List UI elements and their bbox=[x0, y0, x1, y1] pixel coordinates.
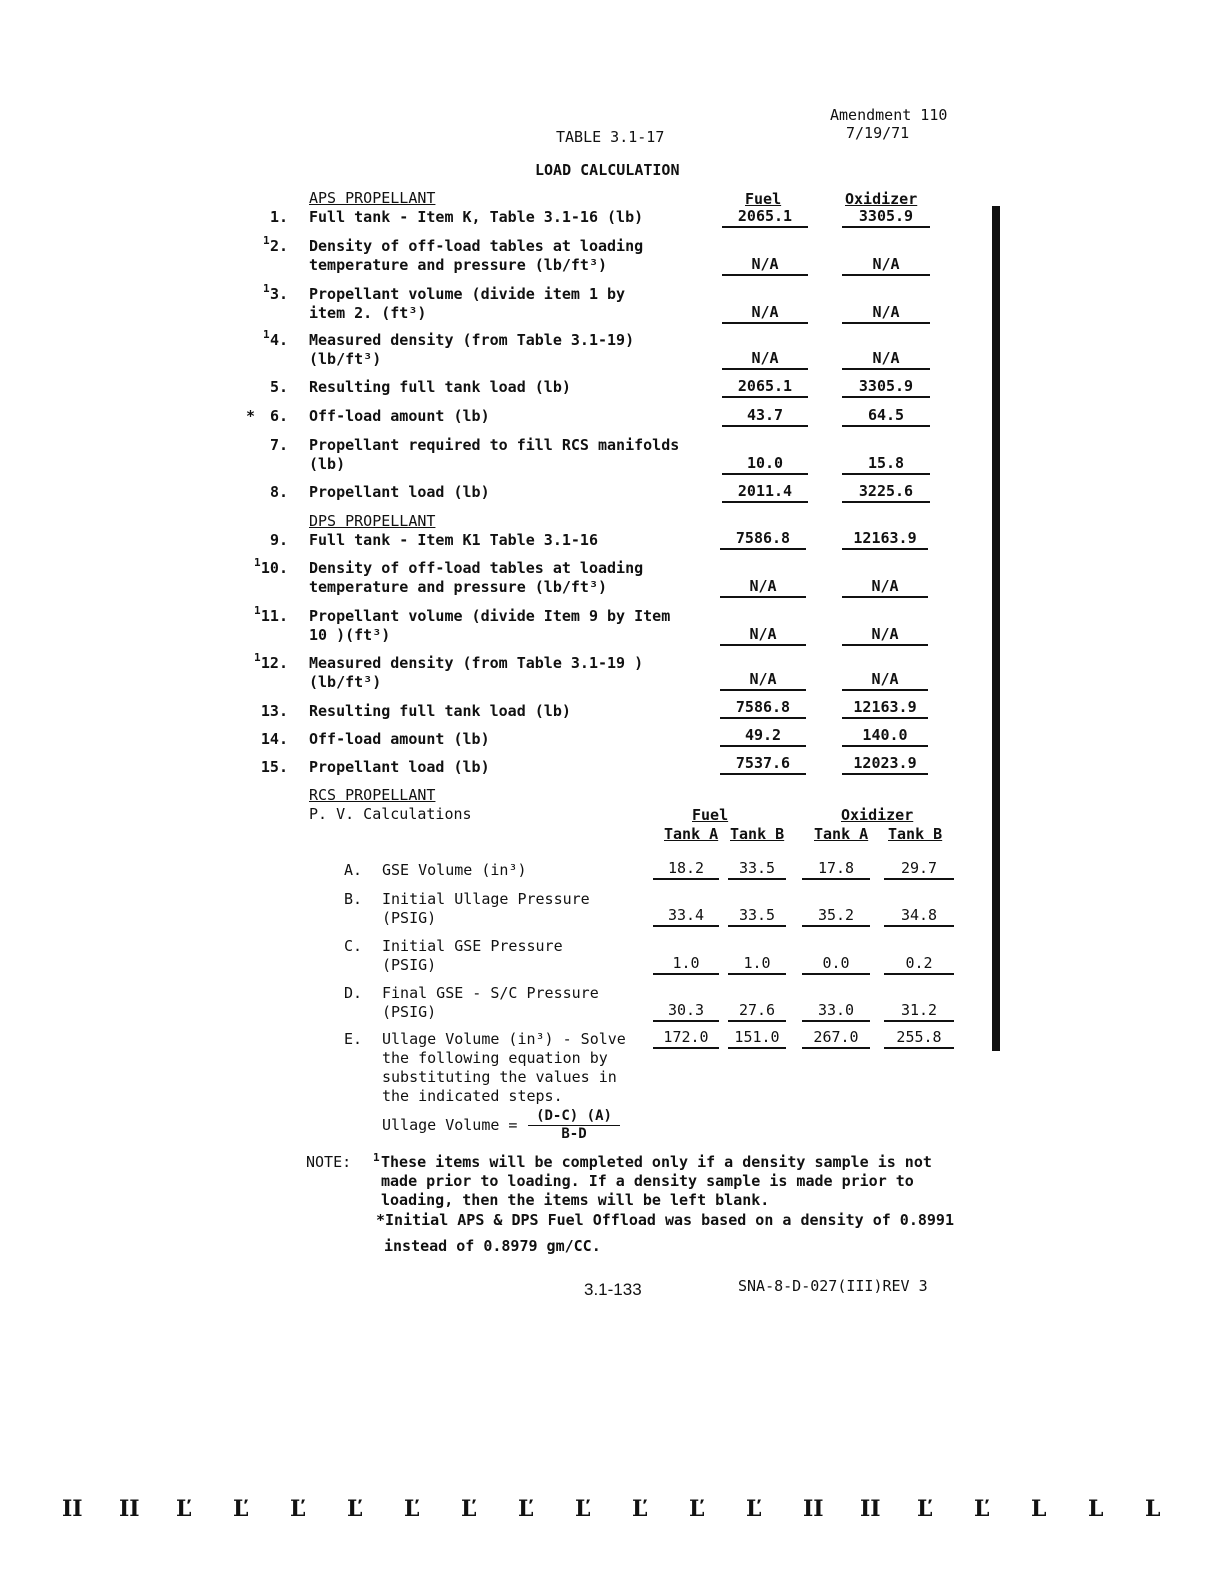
rcs-row-label-cont: (PSIG) bbox=[382, 1003, 437, 1021]
dps-heading: DPS PROPELLANT bbox=[309, 512, 436, 530]
rcs-value: 34.8 bbox=[884, 905, 954, 927]
dps-oxidizer-value: N/A bbox=[842, 624, 928, 646]
dps-fuel-value: 7537.6 bbox=[720, 753, 806, 775]
aps-row-label: Propellant required to fill RCS manifolds bbox=[309, 436, 680, 454]
film-mark: Ľ bbox=[404, 1496, 420, 1522]
ullage-formula bbox=[528, 1108, 620, 1143]
rcs-value: 1.0 bbox=[728, 953, 786, 975]
rcs-value: 27.6 bbox=[728, 1000, 786, 1022]
dps-oxidizer-value: 12163.9 bbox=[842, 697, 928, 719]
aps-row-number: 8. bbox=[269, 483, 288, 501]
aps-row-label-cont: item 2. (ft³) bbox=[309, 304, 427, 322]
aps-oxidizer-value: 3305.9 bbox=[842, 376, 930, 398]
film-mark: Ľ bbox=[974, 1496, 990, 1522]
film-mark: Ľ bbox=[518, 1496, 534, 1522]
aps-oxidizer-value: N/A bbox=[842, 302, 930, 324]
film-mark: L bbox=[1145, 1496, 1161, 1522]
rcs-value: 18.2 bbox=[653, 858, 719, 880]
rcs-row-label: Initial Ullage Pressure bbox=[382, 890, 590, 908]
aps-row-number: 3. bbox=[269, 285, 288, 303]
rcs-fuel-tank-b: Tank B bbox=[730, 825, 785, 843]
aps-oxidizer-value: 64.5 bbox=[842, 405, 930, 427]
rcs-value: 17.8 bbox=[802, 858, 870, 880]
dps-oxidizer-value: 12023.9 bbox=[842, 753, 928, 775]
note-line-5: instead of 0.8979 gm/CC. bbox=[384, 1237, 601, 1255]
aps-col-fuel: Fuel bbox=[745, 190, 782, 208]
page-subtitle: LOAD CALCULATION bbox=[535, 161, 680, 179]
rcs-value: 0.0 bbox=[802, 953, 870, 975]
rcs-col-fuel: Fuel bbox=[692, 806, 729, 824]
rcs-row-label-cont: (PSIG) bbox=[382, 956, 437, 974]
film-mark: II bbox=[803, 1496, 824, 1522]
rcs-value: 35.2 bbox=[802, 905, 870, 927]
rcs-value: 255.8 bbox=[884, 1027, 954, 1049]
aps-row-number: 4. bbox=[269, 331, 288, 349]
rcs-row-label-cont: (PSIG) bbox=[382, 909, 437, 927]
aps-oxidizer-value: 3225.6 bbox=[842, 481, 930, 503]
film-mark: Ľ bbox=[917, 1496, 933, 1522]
film-mark: Ľ bbox=[689, 1496, 705, 1522]
film-mark: Ľ bbox=[290, 1496, 306, 1522]
aps-row-label: Propellant volume (divide item 1 by bbox=[309, 285, 626, 303]
aps-col-oxidizer: Oxidizer bbox=[845, 190, 918, 208]
star-marker: * bbox=[246, 407, 256, 425]
dps-row-label: Propellant volume (divide Item 9 by Item bbox=[309, 607, 671, 625]
e-line-1: the following equation by bbox=[382, 1049, 608, 1067]
dps-row-number: 12. bbox=[260, 654, 288, 672]
dps-row-label: Off-load amount (lb) bbox=[309, 730, 490, 748]
rcs-value: 29.7 bbox=[884, 858, 954, 880]
rcs-row-label: Ullage Volume (in³) - Solve bbox=[382, 1030, 626, 1048]
dps-row-label-cont: temperature and pressure (lb/ft³) bbox=[309, 578, 608, 596]
aps-fuel-value: 10.0 bbox=[722, 453, 808, 475]
dps-row-number: 13. bbox=[260, 702, 288, 720]
rcs-value: 33.5 bbox=[728, 905, 786, 927]
rcs-value: 172.0 bbox=[653, 1027, 719, 1049]
dps-oxidizer-value: N/A bbox=[842, 576, 928, 598]
rcs-value: 1.0 bbox=[653, 953, 719, 975]
rcs-col-oxidizer: Oxidizer bbox=[841, 806, 914, 824]
aps-heading: APS PROPELLANT bbox=[309, 189, 436, 207]
dps-row-label: Resulting full tank load (lb) bbox=[309, 702, 571, 720]
formula-numerator: (D-C) (A) bbox=[528, 1108, 620, 1126]
aps-fuel-value: N/A bbox=[722, 302, 808, 324]
film-mark: Ľ bbox=[461, 1496, 477, 1522]
rcs-row-letter: D. bbox=[344, 984, 363, 1002]
film-mark: Ľ bbox=[575, 1496, 591, 1522]
aps-row-label: Full tank - Item K, Table 3.1-16 (lb) bbox=[309, 208, 644, 226]
aps-fuel-value: 43.7 bbox=[722, 405, 808, 427]
rcs-ox-tank-a: Tank A bbox=[814, 825, 869, 843]
note-line-2: made prior to loading. If a density sample is made prior to bbox=[381, 1172, 914, 1190]
rcs-value: 33.4 bbox=[653, 905, 719, 927]
rcs-value: 0.2 bbox=[884, 953, 954, 975]
aps-row-label-cont: (lb/ft³) bbox=[309, 350, 382, 368]
dps-oxidizer-value: N/A bbox=[842, 669, 928, 691]
dps-fuel-value: 7586.8 bbox=[720, 697, 806, 719]
rcs-subheading: P. V. Calculations bbox=[309, 805, 472, 823]
formula-denominator: B-D bbox=[561, 1126, 587, 1142]
note-line-1: These items will be completed only if a density sample is not bbox=[381, 1153, 932, 1171]
dps-row-label-cont: (lb/ft³) bbox=[309, 673, 382, 691]
film-mark: Ľ bbox=[746, 1496, 762, 1522]
aps-fuel-value: N/A bbox=[722, 254, 808, 276]
rcs-row-letter: B. bbox=[344, 890, 363, 908]
rcs-value: 151.0 bbox=[728, 1027, 786, 1049]
aps-fuel-value: 2065.1 bbox=[722, 376, 808, 398]
document-id: SNA-8-D-027(III)REV 3 bbox=[738, 1277, 928, 1295]
rcs-value: 31.2 bbox=[884, 1000, 954, 1022]
note-sup: 1 bbox=[373, 1151, 380, 1164]
dps-fuel-value: N/A bbox=[720, 624, 806, 646]
dps-row-label-cont: 10 )(ft³) bbox=[309, 626, 391, 644]
footnote-marker: 1 bbox=[263, 234, 270, 247]
note-footnote-marker bbox=[373, 1148, 380, 1167]
film-mark: Ľ bbox=[347, 1496, 363, 1522]
dps-row-label: Measured density (from Table 3.1-19 ) bbox=[309, 654, 644, 672]
aps-fuel-value: 2011.4 bbox=[722, 481, 808, 503]
footnote-marker: 1 bbox=[254, 651, 261, 664]
film-mark: Ľ bbox=[176, 1496, 192, 1522]
aps-oxidizer-value: N/A bbox=[842, 254, 930, 276]
dps-fuel-value: N/A bbox=[720, 576, 806, 598]
amendment-date: 7/19/71 bbox=[846, 124, 910, 142]
rcs-value: 33.0 bbox=[802, 1000, 870, 1022]
rcs-row-letter: A. bbox=[344, 861, 363, 879]
aps-row-label-cont: temperature and pressure (lb/ft³) bbox=[309, 256, 608, 274]
dps-row-label: Full tank - Item K1 Table 3.1-16 bbox=[309, 531, 598, 549]
aps-fuel-value: 2065.1 bbox=[722, 206, 808, 228]
rcs-row-letter: C. bbox=[344, 937, 363, 955]
rcs-heading: RCS PROPELLANT bbox=[309, 786, 436, 804]
aps-row-label: Measured density (from Table 3.1-19) bbox=[309, 331, 635, 349]
aps-row-label: Off-load amount (lb) bbox=[309, 407, 490, 425]
dps-row-label: Propellant load (lb) bbox=[309, 758, 490, 776]
dps-row-number: 11. bbox=[260, 607, 288, 625]
dps-fuel-value: 7586.8 bbox=[720, 528, 806, 550]
dps-oxidizer-value: 140.0 bbox=[842, 725, 928, 747]
aps-fuel-value: N/A bbox=[722, 348, 808, 370]
note-line-3: loading, then the items will be left blank. bbox=[381, 1191, 770, 1209]
e-line-3: the indicated steps. bbox=[382, 1087, 563, 1105]
amendment-label: Amendment 110 bbox=[830, 106, 948, 124]
page-number: 3.1-133 bbox=[584, 1280, 642, 1299]
aps-row-label: Density of off-load tables at loading bbox=[309, 237, 644, 255]
aps-row-number: 5. bbox=[269, 378, 288, 396]
rcs-row-label: Initial GSE Pressure bbox=[382, 937, 563, 955]
rcs-row-letter: E. bbox=[344, 1030, 363, 1048]
table-title: TABLE 3.1-17 bbox=[556, 128, 665, 146]
formula-label: Ullage Volume = bbox=[382, 1116, 518, 1134]
dps-row-number: 14. bbox=[260, 730, 288, 748]
film-mark: Ľ bbox=[632, 1496, 648, 1522]
dps-row-number: 9. bbox=[269, 531, 288, 549]
aps-oxidizer-value: 15.8 bbox=[842, 453, 930, 475]
dps-fuel-value: N/A bbox=[720, 669, 806, 691]
aps-oxidizer-value: N/A bbox=[842, 348, 930, 370]
rcs-row-label: Final GSE - S/C Pressure bbox=[382, 984, 599, 1002]
film-mark: II bbox=[860, 1496, 881, 1522]
footnote-marker: 1 bbox=[263, 328, 270, 341]
footnote-marker: 1 bbox=[254, 556, 261, 569]
aps-row-number: 1. bbox=[269, 208, 288, 226]
rcs-value: 267.0 bbox=[802, 1027, 870, 1049]
aps-oxidizer-value: 3305.9 bbox=[842, 206, 930, 228]
note-label: NOTE: bbox=[306, 1153, 352, 1171]
dps-fuel-value: 49.2 bbox=[720, 725, 806, 747]
film-mark: L bbox=[1088, 1496, 1104, 1522]
e-line-2: substituting the values in bbox=[382, 1068, 617, 1086]
rcs-value: 33.5 bbox=[728, 858, 786, 880]
film-mark: Ľ bbox=[233, 1496, 249, 1522]
aps-row-number: 7. bbox=[269, 436, 288, 454]
aps-row-number: 6. bbox=[269, 407, 288, 425]
footnote-marker: 1 bbox=[263, 282, 270, 295]
dps-row-number: 10. bbox=[260, 559, 288, 577]
rcs-value: 30.3 bbox=[653, 1000, 719, 1022]
note-line-4: *Initial APS & DPS Fuel Offload was based on a density of 0.8991 bbox=[376, 1211, 954, 1229]
aps-row-label: Resulting full tank load (lb) bbox=[309, 378, 571, 396]
change-bar bbox=[992, 206, 1000, 1051]
aps-row-label: Propellant load (lb) bbox=[309, 483, 490, 501]
aps-row-label-cont: (lb) bbox=[309, 455, 346, 473]
dps-row-label: Density of off-load tables at loading bbox=[309, 559, 644, 577]
rcs-fuel-tank-a: Tank A bbox=[664, 825, 719, 843]
rcs-row-label: GSE Volume (in³) bbox=[382, 861, 527, 879]
dps-oxidizer-value: 12163.9 bbox=[842, 528, 928, 550]
dps-row-number: 15. bbox=[260, 758, 288, 776]
aps-row-number: 2. bbox=[269, 237, 288, 255]
film-mark: II bbox=[119, 1496, 140, 1522]
film-mark: L bbox=[1031, 1496, 1047, 1522]
footnote-marker: 1 bbox=[254, 604, 261, 617]
rcs-ox-tank-b: Tank B bbox=[888, 825, 943, 843]
film-mark: II bbox=[62, 1496, 83, 1522]
